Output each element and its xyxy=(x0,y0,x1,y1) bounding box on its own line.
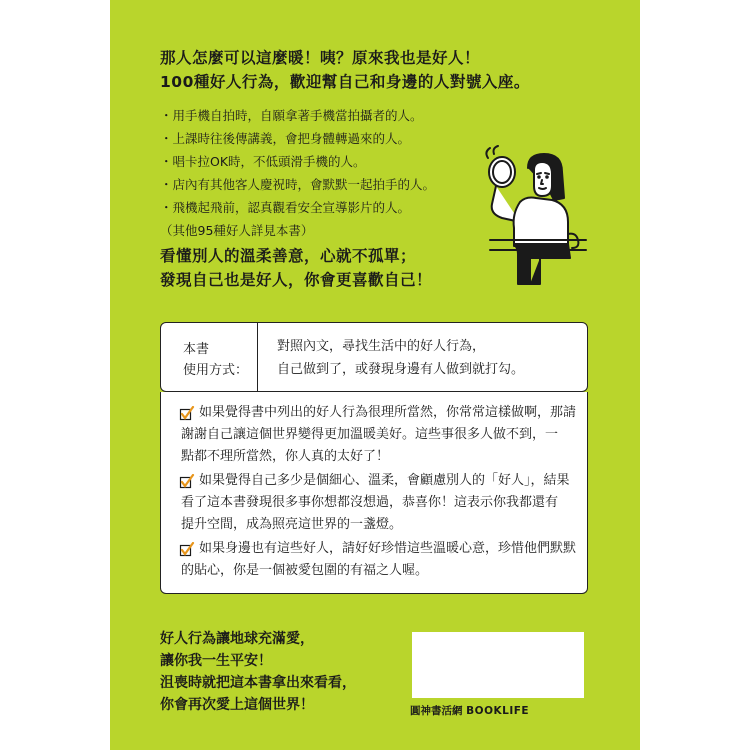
usage-label-line-2: 使用方式： xyxy=(183,363,249,378)
headline-line-2: 100種好人行為，歡迎幫自己和身邊的人對號入座。 xyxy=(160,73,530,91)
usage-divider xyxy=(257,323,258,391)
publisher-logo xyxy=(410,703,529,718)
closing-line: 沮喪時就把這本書拿出來看看， xyxy=(160,675,356,691)
list-item: ・飛機起飛前，認真觀看安全宣導影片的人。 xyxy=(160,200,411,215)
subheadline-line-2: 發現自己也是好人，你會更喜歡自己！ xyxy=(160,271,433,289)
list-item: ・唱卡拉OK時，不低頭滑手機的人。 xyxy=(160,154,366,169)
checklist-text-line: 提升空間，成為照亮這世界的一盞燈。 xyxy=(181,517,403,532)
list-item: ・上課時往後傳講義，會把身體轉過來的人。 xyxy=(160,131,411,146)
usage-text-line-2: 自己做到了，或發現身邊有人做到就打勾。 xyxy=(277,362,525,377)
person-with-mirror-illustration xyxy=(470,140,590,290)
checklist-text-line: 如果身邊也有這些好人，請好好珍惜這些溫暖心意，珍惜他們默默 xyxy=(199,541,577,556)
usage-text-line-1: 對照內文，尋找生活中的好人行為， xyxy=(277,339,486,354)
subheadline-line-1: 看懂別人的溫柔善意，心就不孤單； xyxy=(160,247,417,265)
usage-text xyxy=(277,335,524,381)
checkbox-checked-icon xyxy=(179,542,195,558)
example-list xyxy=(160,104,435,242)
checklist-text-line: 點都不理所當然，你人真的太好了！ xyxy=(181,449,390,464)
checklist-item xyxy=(181,402,576,468)
checklist-box xyxy=(160,392,588,594)
usage-label xyxy=(183,339,248,381)
checklist-text-line: 如果覺得書中列出的好人行為很理所當然，你常常這樣做啊，那請 xyxy=(199,405,577,420)
checklist-text-line: 如果覺得自己多少是個細心、溫柔，會顧慮別人的「好人」，結果 xyxy=(199,473,570,488)
closing-line: 讓你我一生平安！ xyxy=(160,653,272,669)
subheadline xyxy=(160,244,432,292)
checklist-item xyxy=(181,470,570,536)
headline xyxy=(160,46,530,94)
list-item: ・用手機自拍時，自願拿著手機當拍攝者的人。 xyxy=(160,108,423,123)
list-item: ・店內有其他客人慶祝時，會默默一起拍手的人。 xyxy=(160,177,436,192)
headline-line-1: 那人怎麼可以這麼暖！咦？原來我也是好人！ xyxy=(160,49,481,67)
checkbox-checked-icon xyxy=(179,474,195,490)
list-item: （其他95種好人詳見本書） xyxy=(160,223,314,238)
closing-line: 你會再次愛上這個世界！ xyxy=(160,697,314,713)
checklist-text-line: 謝謝自己讓這個世界變得更加溫暖美好。這些事很多人做不到，一 xyxy=(181,427,559,442)
usage-box xyxy=(160,322,588,392)
checklist-text-line: 看了這本書發現很多事你想都沒想過，恭喜你！這表示你我都還有 xyxy=(181,495,559,510)
publisher-brand: BOOKLIFE xyxy=(466,705,530,717)
publisher-name: 圓神書活網 xyxy=(410,705,463,717)
checklist-text-line: 的貼心，你是一個被愛包圍的有福之人喔。 xyxy=(181,563,429,578)
usage-label-line-1: 本書 xyxy=(183,342,210,357)
closing-text xyxy=(160,628,356,716)
checklist-item xyxy=(181,538,576,582)
closing-line: 好人行為讓地球充滿愛， xyxy=(160,631,314,647)
barcode-area xyxy=(412,632,584,698)
checkbox-checked-icon xyxy=(179,406,195,422)
